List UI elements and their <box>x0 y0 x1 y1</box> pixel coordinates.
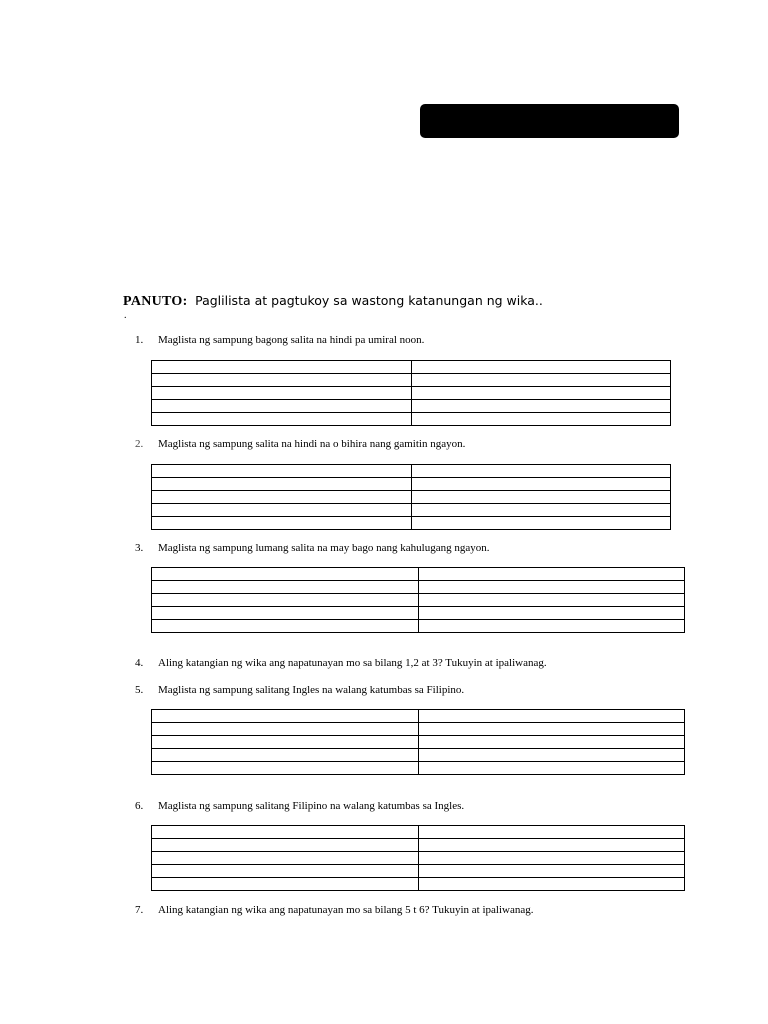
answer-cell[interactable] <box>418 839 685 852</box>
answer-cell[interactable] <box>411 478 671 491</box>
question-number: 1. <box>135 334 144 346</box>
answer-cell[interactable] <box>152 620 419 633</box>
answer-cell[interactable] <box>152 723 419 736</box>
panuto-label: PANUTO: <box>123 294 188 309</box>
table-row <box>152 491 671 504</box>
answer-cell[interactable] <box>152 710 419 723</box>
table-row <box>152 478 671 491</box>
table-row <box>152 504 671 517</box>
question-text: Maglista ng sampung salitang Filipino na walang katumbas sa Ingles. <box>158 800 465 812</box>
answer-cell[interactable] <box>152 478 412 491</box>
answer-cell[interactable] <box>418 594 685 607</box>
answer-cell[interactable] <box>418 568 685 581</box>
answer-cell[interactable] <box>418 581 685 594</box>
answer-cell[interactable] <box>411 400 671 413</box>
answer-cell[interactable] <box>418 762 685 775</box>
answer-cell[interactable] <box>418 620 685 633</box>
table-row <box>152 374 671 387</box>
question-number: 7. <box>135 904 144 916</box>
answer-cell[interactable] <box>418 723 685 736</box>
answer-cell[interactable] <box>418 865 685 878</box>
table-row <box>152 878 685 891</box>
answer-cell[interactable] <box>152 607 419 620</box>
table-row <box>152 465 671 478</box>
answer-cell[interactable] <box>411 517 671 530</box>
answer-cell[interactable] <box>411 504 671 517</box>
instructions <box>123 293 543 310</box>
answer-cell[interactable] <box>152 852 419 865</box>
question-text: Aling katangian ng wika ang napatunayan mo sa bilang 5 t 6? Tukuyin at ipaliwanag. <box>158 904 534 916</box>
question-number: 2. <box>135 438 144 450</box>
redaction-bar <box>420 104 679 138</box>
table-row <box>152 736 685 749</box>
table-row <box>152 517 671 530</box>
answer-table-1 <box>151 360 671 426</box>
answer-cell[interactable] <box>152 361 412 374</box>
answer-cell[interactable] <box>152 878 419 891</box>
answer-cell[interactable] <box>411 387 671 400</box>
answer-table-6 <box>151 825 685 891</box>
answer-cell[interactable] <box>152 465 412 478</box>
table-row <box>152 762 685 775</box>
answer-cell[interactable] <box>152 581 419 594</box>
question-number: 3. <box>135 542 144 554</box>
answer-cell[interactable] <box>152 374 412 387</box>
table-row <box>152 607 685 620</box>
table-row <box>152 361 671 374</box>
answer-cell[interactable] <box>152 387 412 400</box>
table-row <box>152 852 685 865</box>
answer-cell[interactable] <box>411 374 671 387</box>
question-text: Maglista ng sampung salita na hindi na o bihira nang gamitin ngayon. <box>158 438 466 450</box>
answer-cell[interactable] <box>411 465 671 478</box>
answer-cell[interactable] <box>152 413 412 426</box>
table-row <box>152 413 671 426</box>
table-row <box>152 620 685 633</box>
panuto-text: Paglilista at pagtukoy sa wastong katanungan ng wika.. <box>195 293 543 308</box>
question-text: Aling katangian ng wika ang napatunayan mo sa bilang 1,2 at 3? Tukuyin at ipaliwanag. <box>158 657 547 669</box>
answer-cell[interactable] <box>152 865 419 878</box>
question-number: 4. <box>135 657 144 669</box>
question-text: Maglista ng sampung salitang Ingles na walang katumbas sa Filipino. <box>158 684 465 696</box>
answer-table-5 <box>151 709 685 775</box>
table-row <box>152 594 685 607</box>
question-text: Maglista ng sampung lumang salita na may bago nang kahulugang ngayon. <box>158 542 490 554</box>
answer-cell[interactable] <box>418 878 685 891</box>
answer-cell[interactable] <box>418 826 685 839</box>
table-row <box>152 710 685 723</box>
answer-cell[interactable] <box>152 491 412 504</box>
answer-cell[interactable] <box>418 749 685 762</box>
answer-cell[interactable] <box>152 826 419 839</box>
table-row <box>152 568 685 581</box>
stray-dot: . <box>124 310 127 321</box>
answer-cell[interactable] <box>418 852 685 865</box>
question-number: 6. <box>135 800 144 812</box>
answer-cell[interactable] <box>152 594 419 607</box>
answer-cell[interactable] <box>152 568 419 581</box>
answer-cell[interactable] <box>152 749 419 762</box>
table-row <box>152 723 685 736</box>
table-row <box>152 865 685 878</box>
table-row <box>152 826 685 839</box>
answer-cell[interactable] <box>152 504 412 517</box>
answer-cell[interactable] <box>152 517 412 530</box>
table-row <box>152 839 685 852</box>
answer-table-3 <box>151 567 685 633</box>
answer-cell[interactable] <box>152 839 419 852</box>
answer-cell[interactable] <box>418 736 685 749</box>
answer-cell[interactable] <box>418 710 685 723</box>
answer-cell[interactable] <box>152 736 419 749</box>
question-text: Maglista ng sampung bagong salita na hindi pa umiral noon. <box>158 334 425 346</box>
answer-cell[interactable] <box>152 400 412 413</box>
answer-cell[interactable] <box>418 607 685 620</box>
answer-cell[interactable] <box>152 762 419 775</box>
answer-cell[interactable] <box>411 491 671 504</box>
answer-cell[interactable] <box>411 413 671 426</box>
table-row <box>152 387 671 400</box>
answer-cell[interactable] <box>411 361 671 374</box>
answer-table-2 <box>151 464 671 530</box>
table-row <box>152 749 685 762</box>
question-number: 5. <box>135 684 144 696</box>
table-row <box>152 581 685 594</box>
table-row <box>152 400 671 413</box>
